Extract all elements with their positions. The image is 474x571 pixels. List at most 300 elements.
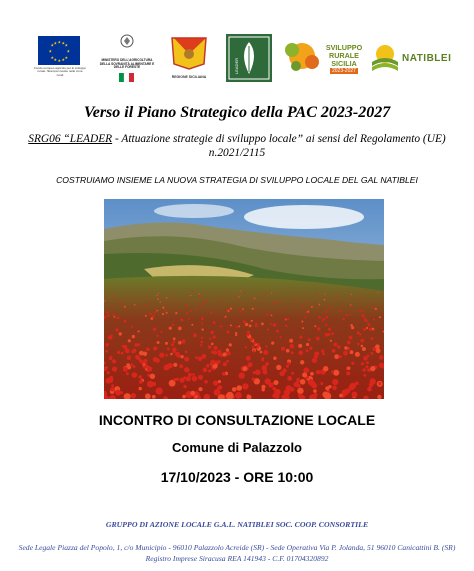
poppy-flower	[310, 372, 314, 376]
poppy-flower	[255, 369, 261, 375]
poppy-flower	[316, 370, 320, 374]
poppy-flower	[242, 308, 244, 310]
poppy-flower	[190, 391, 195, 396]
poppy-flower	[247, 331, 250, 334]
poppy-flower	[309, 379, 314, 384]
sviluppo-years: 2023-2027	[332, 68, 356, 74]
svg-text:★: ★	[61, 57, 66, 62]
poppy-flower	[111, 384, 114, 387]
poppy-flower	[236, 326, 238, 328]
poppy-flower	[321, 349, 324, 352]
poppy-flower	[139, 380, 143, 384]
poppy-flower	[317, 327, 320, 330]
svg-text:★: ★	[61, 40, 66, 46]
poppy-flower	[230, 308, 232, 310]
poppy-flower	[363, 328, 366, 331]
poppy-flower	[105, 350, 108, 353]
poppy-flower	[375, 308, 377, 310]
poppy-flower	[274, 394, 279, 399]
poppy-flower	[332, 349, 336, 353]
poppy-flower	[371, 337, 374, 340]
poppy-flower	[112, 294, 113, 295]
poppy-flower	[155, 358, 160, 363]
poppy-flower	[192, 291, 193, 292]
poppy-flower	[252, 346, 255, 349]
poppy-flower	[175, 312, 177, 314]
event-heading: INCONTRO DI CONSULTAZIONE LOCALE	[98, 412, 376, 428]
poppy-flower	[184, 357, 189, 362]
poppy-flower	[274, 302, 276, 304]
poppy-flower	[156, 310, 158, 312]
svg-text:★: ★	[57, 58, 62, 63]
poppy-flower	[119, 332, 122, 335]
poppy-flower	[150, 374, 155, 379]
poppy-flower	[271, 342, 274, 345]
poppy-flower	[302, 373, 307, 378]
poppy-flower	[213, 346, 217, 350]
poppy-flower	[144, 305, 146, 307]
poppy-flower	[271, 315, 273, 317]
poppy-flower	[257, 346, 259, 348]
poppy-flower	[127, 356, 131, 360]
poppy-flower	[226, 330, 229, 333]
poppy-flower	[349, 385, 355, 391]
poppy-flower	[171, 343, 174, 346]
poppy-flower	[347, 367, 350, 370]
poppy-flower	[173, 340, 176, 343]
poppy-flower	[178, 341, 182, 345]
poppy-flower	[279, 336, 281, 338]
poppy-flower	[351, 362, 354, 365]
poppy-flower	[265, 345, 267, 347]
poppy-flower	[195, 356, 198, 359]
svg-text:★: ★	[57, 39, 62, 45]
poppy-flower	[361, 310, 363, 312]
poppy-flower	[132, 349, 136, 353]
poppy-flower	[325, 324, 327, 326]
poppy-field-photo	[104, 199, 384, 399]
poppy-flower	[331, 371, 334, 374]
event-datetime: 17/10/2023 - ORE 10:00	[160, 469, 314, 485]
italy-flag-icon	[96, 71, 158, 83]
poppy-flower	[153, 346, 157, 350]
poppy-flower	[306, 312, 308, 314]
poppy-flower	[184, 367, 189, 372]
poppy-flower	[143, 363, 146, 366]
poppy-flower	[322, 392, 328, 398]
poppy-flower	[167, 348, 170, 351]
poppy-flower	[286, 318, 288, 320]
poppy-flower	[245, 346, 247, 348]
poppy-flower	[173, 363, 177, 367]
poppy-flower	[367, 387, 372, 392]
poppy-flower	[112, 367, 117, 372]
poppy-flower	[282, 368, 286, 372]
poppy-flower	[192, 376, 198, 382]
poppy-flower	[123, 367, 128, 372]
poppy-flower	[104, 300, 105, 301]
poppy-flower	[377, 395, 381, 399]
poppy-flower	[312, 358, 317, 363]
poppy-flower	[222, 372, 226, 376]
poppy-flower	[202, 354, 207, 359]
poppy-flower	[297, 388, 304, 395]
poppy-flower	[265, 292, 266, 293]
poppy-flower	[188, 318, 190, 320]
poppy-flower	[252, 378, 255, 381]
poppy-flower	[186, 312, 188, 314]
poppy-flower	[299, 351, 304, 356]
poppy-flower	[149, 303, 150, 304]
poppy-flower	[110, 356, 113, 359]
poppy-flower	[173, 337, 176, 340]
poppy-flower	[303, 367, 309, 373]
poppy-flower	[273, 323, 276, 326]
footer-organization: GRUPPO DI AZIONE LOCALE G.A.L. NATIBLEI SOC. COOP. CONSORTILE	[105, 520, 369, 529]
poppy-flower	[178, 327, 182, 331]
poppy-flower	[362, 347, 366, 351]
poppy-flower	[366, 365, 369, 368]
poppy-flower	[379, 316, 381, 318]
poppy-flower	[323, 366, 328, 371]
poppy-flower	[159, 353, 164, 358]
poppy-flower	[165, 303, 167, 305]
poppy-flower	[112, 359, 116, 363]
poppy-flower	[122, 345, 124, 347]
poppy-flower	[191, 324, 193, 326]
poppy-flower	[300, 379, 306, 385]
poppy-flower	[378, 382, 381, 385]
poppy-flower	[246, 356, 251, 361]
subtitle	[20, 132, 454, 160]
poppy-flower	[152, 395, 156, 399]
poppy-flower	[332, 386, 337, 391]
poppy-flower	[180, 318, 183, 321]
page-title: Verso il Piano Strategico della PAC 2023-2027	[83, 104, 391, 121]
poppy-flower	[253, 342, 256, 345]
poppy-flower	[318, 316, 321, 319]
eu-caption: Fondo europeo agricolo per lo sviluppo rurale: l'Europa investe nelle zone rurali	[34, 66, 86, 77]
poppy-flower	[206, 364, 210, 368]
poppy-flower	[138, 375, 142, 379]
svg-text:★: ★	[53, 57, 58, 62]
poppy-flower	[306, 343, 309, 346]
poppy-flower	[331, 332, 334, 335]
poppy-flower	[330, 340, 332, 342]
poppy-flower	[291, 351, 294, 354]
poppy-flower	[167, 363, 172, 368]
svg-text:★: ★	[50, 42, 55, 48]
poppy-flower	[217, 386, 221, 390]
poppy-flower	[112, 314, 114, 316]
poppy-flower	[125, 349, 130, 354]
poppy-flower	[359, 310, 361, 312]
poppy-flower	[351, 326, 354, 329]
poppy-flower	[114, 316, 116, 318]
poppy-flower	[139, 387, 142, 390]
poppy-flower	[202, 300, 204, 302]
poppy-flower	[225, 316, 227, 318]
poppy-flower	[373, 318, 375, 320]
poppy-flower	[333, 370, 339, 376]
poppy-flower	[351, 392, 357, 398]
poppy-flower	[328, 328, 331, 331]
poppy-flower	[349, 336, 353, 340]
poppy-flower	[204, 380, 208, 384]
poppy-flower	[131, 393, 136, 398]
poppy-flower	[252, 308, 254, 310]
leader-logo	[226, 34, 272, 82]
poppy-flower	[299, 336, 302, 339]
poppy-flower	[302, 327, 304, 329]
poppy-flower	[230, 324, 232, 326]
poppy-flower	[200, 344, 202, 346]
poppy-flower	[124, 320, 127, 323]
eu-flag-logo	[38, 36, 80, 65]
poppy-flower	[161, 331, 163, 333]
poppy-flower	[376, 348, 381, 353]
poppy-flower	[200, 305, 202, 307]
poppy-flower	[108, 336, 112, 340]
poppy-flower	[134, 304, 136, 306]
poppy-flower	[245, 292, 246, 293]
poppy-flower	[210, 312, 212, 314]
poppy-flower	[200, 296, 201, 297]
poppy-flower	[316, 352, 319, 355]
poppy-flower	[162, 313, 164, 315]
poppy-flower	[208, 345, 212, 349]
poppy-flower	[243, 320, 246, 323]
poppy-flower	[298, 344, 302, 348]
poppy-flower	[149, 312, 151, 314]
poppy-flower	[201, 337, 203, 339]
poppy-flower	[287, 362, 290, 365]
poppy-flower	[190, 310, 192, 312]
poppy-flower	[157, 335, 159, 337]
poppy-flower	[117, 351, 120, 354]
poppy-flower	[201, 317, 204, 320]
poppy-flower	[364, 318, 367, 321]
poppy-flower	[355, 352, 360, 357]
event-place: Comune di Palazzolo	[171, 440, 302, 455]
poppy-flower	[345, 314, 347, 316]
svg-text:★: ★	[48, 48, 53, 54]
poppy-flower	[357, 343, 360, 346]
poppy-flower	[375, 344, 380, 349]
poppy-flower	[337, 345, 340, 348]
poppy-flower	[128, 339, 131, 342]
poppy-flower	[166, 297, 168, 299]
poppy-flower	[160, 301, 161, 302]
sicily-region-logo	[170, 34, 208, 78]
poppy-flower	[124, 306, 126, 308]
poppy-flower	[107, 315, 110, 318]
poppy-flower	[132, 372, 138, 378]
poppy-flower	[182, 339, 186, 343]
poppy-flower	[186, 376, 191, 381]
poppy-flower	[210, 331, 214, 335]
poppy-flower	[213, 321, 216, 324]
poppy-flower	[190, 295, 191, 296]
poppy-flower	[261, 297, 263, 299]
poppy-flower	[183, 385, 186, 388]
poppy-flower	[175, 301, 177, 303]
poppy-flower	[182, 395, 186, 399]
svg-text:★: ★	[64, 42, 69, 48]
svg-text:★: ★	[66, 48, 71, 54]
poppy-flower	[226, 309, 228, 311]
poppy-flower	[133, 365, 136, 368]
poppy-flower	[272, 387, 276, 391]
poppy-flower	[238, 325, 240, 327]
poppy-flower	[131, 326, 133, 328]
poppy-flower	[295, 299, 297, 301]
poppy-flower	[243, 366, 248, 371]
poppy-flower	[165, 354, 168, 357]
poppy-flower	[266, 313, 268, 315]
poppy-flower	[334, 354, 339, 359]
poppy-flower	[106, 311, 108, 313]
poppy-flower	[198, 387, 202, 391]
poppy-flower	[165, 309, 167, 311]
poppy-flower	[158, 293, 159, 294]
poppy-flower	[162, 307, 164, 309]
poppy-flower	[336, 296, 337, 297]
poppy-flower	[154, 311, 156, 313]
poppy-flower	[226, 360, 229, 363]
poppy-flower	[146, 348, 150, 352]
poppy-flower	[130, 363, 133, 366]
poppy-flower	[153, 328, 156, 331]
poppy-flower	[107, 371, 110, 374]
poppy-flower	[115, 328, 118, 331]
sviluppo-rurale-text: SVILUPPO RURALE SICILIA	[325, 43, 363, 68]
poppy-flower	[209, 338, 211, 340]
poppy-flower	[263, 370, 268, 375]
poppy-flower	[285, 385, 291, 391]
poppy-flower	[157, 341, 160, 344]
sviluppo-rurale-logo	[282, 40, 364, 80]
poppy-flower	[326, 316, 328, 318]
poppy-flower	[363, 356, 368, 361]
poppy-flower	[287, 376, 292, 381]
poppy-flower	[121, 352, 124, 355]
poppy-flower	[270, 323, 272, 325]
poppy-flower	[311, 306, 313, 308]
poppy-flower	[151, 317, 154, 320]
poppy-flower	[225, 292, 226, 293]
poppy-flower	[366, 327, 368, 329]
poppy-flower	[372, 328, 375, 331]
poppy-flower	[208, 369, 211, 372]
poppy-flower	[203, 368, 208, 373]
poppy-flower	[183, 376, 186, 379]
poppy-flower	[366, 361, 369, 364]
poppy-flower	[379, 355, 383, 359]
poppy-flower	[316, 337, 320, 341]
poppy-flower	[320, 382, 323, 385]
poppy-flower	[240, 291, 241, 292]
poppy-flower	[253, 350, 256, 353]
poppy-flower	[306, 301, 307, 302]
subtitle-rest: - Attuazione strategie di sviluppo locale” ai sensi del Regolamento (UE) n.2021/2115	[112, 133, 446, 159]
poppy-flower	[342, 318, 344, 320]
poppy-flower	[132, 335, 135, 338]
poppy-flower	[370, 378, 376, 384]
poppy-flower	[192, 373, 195, 376]
poppy-flower	[145, 315, 147, 317]
poppy-flower	[349, 314, 351, 316]
poppy-flower	[147, 366, 152, 371]
poppy-flower	[367, 323, 369, 325]
poppy-flower	[289, 339, 293, 343]
poppy-flower	[179, 364, 183, 368]
poppy-flower	[286, 365, 289, 368]
poppy-flower	[147, 381, 154, 388]
poppy-flower	[369, 328, 372, 331]
ministry-caption: MINISTERO DELL'AGRICOLTURA DELLA SOVRANITÀ ALIMENTARE E DELLE FORESTE	[99, 58, 155, 70]
poppy-flower	[202, 328, 204, 330]
poppy-flower	[300, 360, 304, 364]
poppy-flower	[367, 355, 370, 358]
poppy-flower	[172, 347, 176, 351]
poppy-flower	[318, 304, 320, 306]
poppy-flower	[339, 355, 342, 358]
poppy-flower	[117, 317, 120, 320]
poppy-flower	[297, 384, 301, 388]
poppy-flower	[213, 351, 217, 355]
poppy-flower	[301, 321, 303, 323]
poppy-flower	[265, 362, 269, 366]
poppy-flower	[219, 300, 221, 302]
poppy-flower	[223, 362, 227, 366]
poppy-flower	[176, 378, 179, 381]
svg-text:★: ★	[64, 55, 69, 60]
poppy-flower	[165, 342, 168, 345]
footer-address: Sede Legale Piazza del Popolo, 1, c/o Municipio - 96010 Palazzolo Acreide (SR) - Sede Operativa Via P. Jolanda, 51 96010 Canicattini B. (SR) Registro Imprese Siracusa REA 141943 - C.F. 01704320892	[18, 543, 456, 563]
poppy-flower	[281, 347, 285, 351]
svg-text:★: ★	[50, 55, 55, 60]
poppy-flower	[136, 356, 139, 359]
poppy-flower	[115, 390, 121, 396]
poppy-flower	[120, 303, 122, 305]
poppy-flower	[313, 389, 317, 393]
poppy-flower	[126, 372, 129, 375]
poppy-flower	[363, 368, 366, 371]
poppy-flower	[210, 360, 215, 365]
poppy-flower	[255, 323, 258, 326]
poppy-flower	[229, 343, 232, 346]
poppy-flower	[147, 296, 148, 297]
natiblei-text: NATIBLEI	[402, 53, 452, 64]
poppy-flower	[201, 323, 203, 325]
poppy-flower	[322, 352, 325, 355]
poppy-flower	[371, 352, 374, 355]
poppy-flower	[361, 314, 363, 316]
poppy-flower	[248, 362, 253, 367]
poppy-flower	[200, 341, 203, 344]
poppy-flower	[309, 347, 312, 350]
poppy-flower	[324, 299, 326, 301]
poppy-flower	[211, 343, 214, 346]
poppy-flower	[249, 324, 252, 327]
poppy-flower	[324, 293, 325, 294]
poppy-flower	[245, 323, 248, 326]
poppy-flower	[325, 333, 329, 337]
poppy-flower	[261, 323, 264, 326]
poppy-flower	[254, 298, 256, 300]
poppy-flower	[203, 302, 205, 304]
